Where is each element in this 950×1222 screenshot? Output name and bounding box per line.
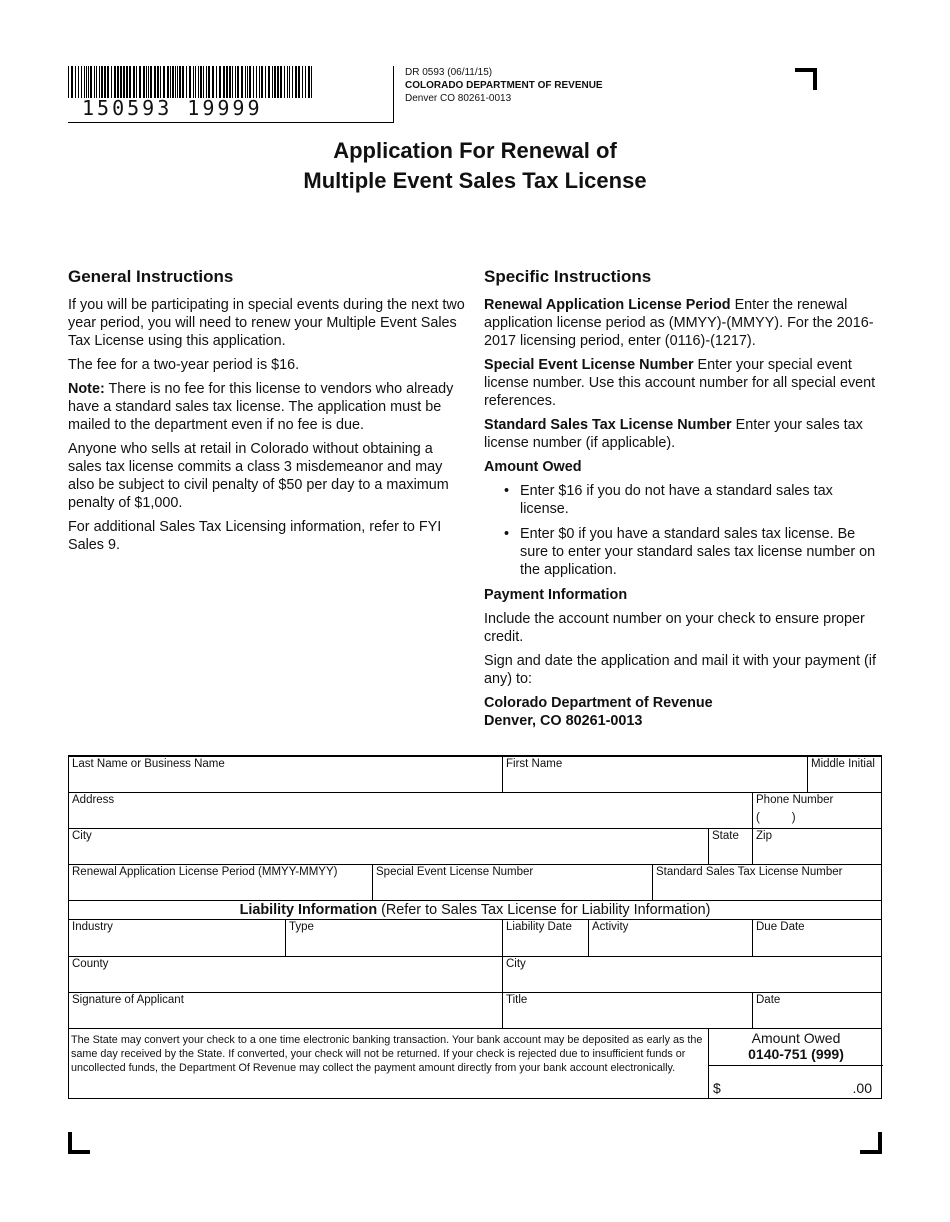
- specific-instructions: [484, 266, 884, 736]
- form-header: [405, 66, 603, 105]
- general-p1: If you will be participating in special events during the next two year period, you will need to renew your Multiple Event Sales Tax License using this application.: [68, 297, 465, 349]
- general-instructions: [68, 266, 468, 560]
- general-note: [68, 380, 468, 434]
- signature-field[interactable]: [69, 993, 503, 1029]
- registration-mark-bottom-left: [68, 1132, 90, 1154]
- first-name-label: First Name: [506, 758, 563, 770]
- liability-date-label: Liability Date: [506, 921, 572, 933]
- zip-field[interactable]: [753, 829, 881, 865]
- amount-bullet-1: • Enter $16 if you do not have a standard sales tax license.: [484, 482, 884, 518]
- barcode-number: 150593 19999: [82, 96, 263, 120]
- standard-text: Enter your sales tax license number (if applicable).: [484, 417, 863, 451]
- middle-initial-label: Middle Initial: [811, 758, 875, 770]
- amount-dollar-sign: $: [713, 1080, 721, 1096]
- special-label: Special Event License Number: [484, 357, 694, 373]
- liability-city-field[interactable]: [503, 957, 881, 993]
- activity-field[interactable]: [589, 920, 753, 957]
- standard-label: Standard Sales Tax License Number: [484, 417, 732, 433]
- state-field[interactable]: [709, 829, 753, 865]
- amount-owed-label: Amount Owed: [751, 1030, 841, 1046]
- standard-instruction: [484, 416, 884, 452]
- liability-information-header: [69, 901, 881, 920]
- renewal-label: Renewal Application License Period: [484, 297, 731, 313]
- phone-label: Phone Number: [756, 794, 834, 806]
- city-field[interactable]: [69, 829, 709, 865]
- amount-separator: [709, 1065, 883, 1066]
- department-address: Denver CO 80261-0013: [405, 93, 512, 104]
- amount-heading: Amount Owed: [484, 459, 582, 475]
- standard-license-number-label: Standard Sales Tax License Number: [656, 866, 843, 878]
- renewal-period-label: Renewal Application License Period (MMYY-MMYY): [72, 866, 338, 878]
- liability-rest: (Refer to Sales Tax License for Liability Information): [377, 902, 711, 918]
- standard-license-number-field[interactable]: [653, 865, 881, 901]
- due-date-field[interactable]: [753, 920, 881, 957]
- title-field[interactable]: [503, 993, 753, 1029]
- address-field[interactable]: [69, 793, 753, 829]
- liability-bold: Liability Information: [239, 902, 378, 918]
- special-event-number-field[interactable]: [373, 865, 653, 901]
- date-label: Date: [756, 994, 781, 1006]
- due-date-label: Due Date: [756, 921, 805, 933]
- special-instruction: [484, 356, 884, 410]
- city-label: City: [72, 830, 92, 842]
- note-text: There is no fee for this license to vendors who already have a standard sales tax license. The application must be mailed to the department even if no fee is due.: [68, 381, 454, 433]
- amount-owed-code: 0140-751 (999): [748, 1046, 844, 1062]
- general-p5: For additional Sales Tax Licensing information, refer to FYI Sales 9.: [68, 519, 442, 553]
- activity-label: Activity: [592, 921, 629, 933]
- county-field[interactable]: [69, 957, 503, 993]
- title-label: Title: [506, 994, 528, 1006]
- payment-p1: Include the account number on your check to ensure proper credit.: [484, 611, 865, 645]
- special-event-number-label: Special Event License Number: [376, 866, 534, 878]
- page-title: [0, 136, 950, 196]
- date-field[interactable]: [753, 993, 881, 1029]
- amount-cents: .00: [852, 1080, 872, 1096]
- last-name-field[interactable]: [69, 757, 503, 793]
- liability-city-label: City: [506, 958, 526, 970]
- mail-line-2: Denver, CO 80261-0013: [484, 713, 643, 729]
- department-name: COLORADO DEPARTMENT OF REVENUE: [405, 80, 603, 91]
- amount-input[interactable]: [727, 1072, 847, 1096]
- barcode: [68, 66, 314, 98]
- renewal-text: Enter the renewal application license period as (MMYY)-(MMYY). For the 2016-2017 licensing period, enter (0116)-(1217).: [484, 297, 874, 349]
- mail-line-1: Colorado Department of Revenue: [484, 695, 713, 711]
- form-id: DR 0593 (06/11/15): [405, 67, 493, 78]
- barcode-underline: [68, 122, 394, 123]
- liability-date-field[interactable]: [503, 920, 589, 957]
- county-label: County: [72, 958, 109, 970]
- barcode-block: [68, 66, 394, 122]
- industry-label: Industry: [72, 921, 113, 933]
- general-p4: Anyone who sells at retail in Colorado without obtaining a sales tax license commits a class 3 misdemeanor and may also be subject to civil penalty of $50 per day to a maximum penalty of $1,000.: [68, 441, 449, 511]
- state-label: State: [712, 830, 739, 842]
- note-label: Note:: [68, 381, 105, 397]
- address-label: Address: [72, 794, 115, 806]
- last-name-label: Last Name or Business Name: [72, 758, 225, 770]
- industry-field[interactable]: [69, 920, 286, 957]
- title-line-1: Application For Renewal of: [333, 138, 617, 163]
- general-p2: The fee for a two-year period is $16.: [68, 357, 300, 373]
- renewal-period-field[interactable]: [69, 865, 373, 901]
- amount-bullet-2: • Enter $0 if you have a standard sales tax license. Be sure to enter your standard sales tax license number on the application.: [484, 525, 884, 579]
- amount-bullets: [484, 482, 884, 579]
- payment-p2: Sign and date the application and mail it with your payment (if any) to:: [484, 653, 876, 687]
- middle-initial-field[interactable]: [808, 757, 881, 793]
- electronic-check-notice: The State may convert your check to a one time electronic banking transaction. Your bank account may be deposited as early as the same day received by the State. If converted, your check will not be returned. If your check is rejected due to insufficient funds or uncollected funds, the Department Of Revenue may collect the payment amount directly from your bank account electronically.: [71, 1034, 703, 1075]
- registration-mark-bottom-right: [860, 1132, 882, 1154]
- specific-heading: Specific Instructions: [484, 267, 652, 286]
- general-heading: General Instructions: [68, 267, 234, 286]
- payment-heading: Payment Information: [484, 587, 628, 603]
- amount-owed-box: [708, 1028, 882, 1099]
- renewal-instruction: [484, 296, 884, 350]
- registration-mark-top-right: [795, 68, 817, 90]
- phone-field[interactable]: [753, 793, 881, 829]
- type-field[interactable]: [286, 920, 503, 957]
- title-line-2: Multiple Event Sales Tax License: [303, 168, 647, 193]
- signature-label: Signature of Applicant: [72, 994, 184, 1006]
- zip-label: Zip: [756, 830, 772, 842]
- application-form: [68, 755, 882, 1099]
- special-text: Enter your special event license number. Use this account number for all special event references.: [484, 357, 876, 409]
- phone-area-code: ( ): [756, 812, 796, 824]
- type-label: Type: [289, 921, 314, 933]
- first-name-field[interactable]: [503, 757, 808, 793]
